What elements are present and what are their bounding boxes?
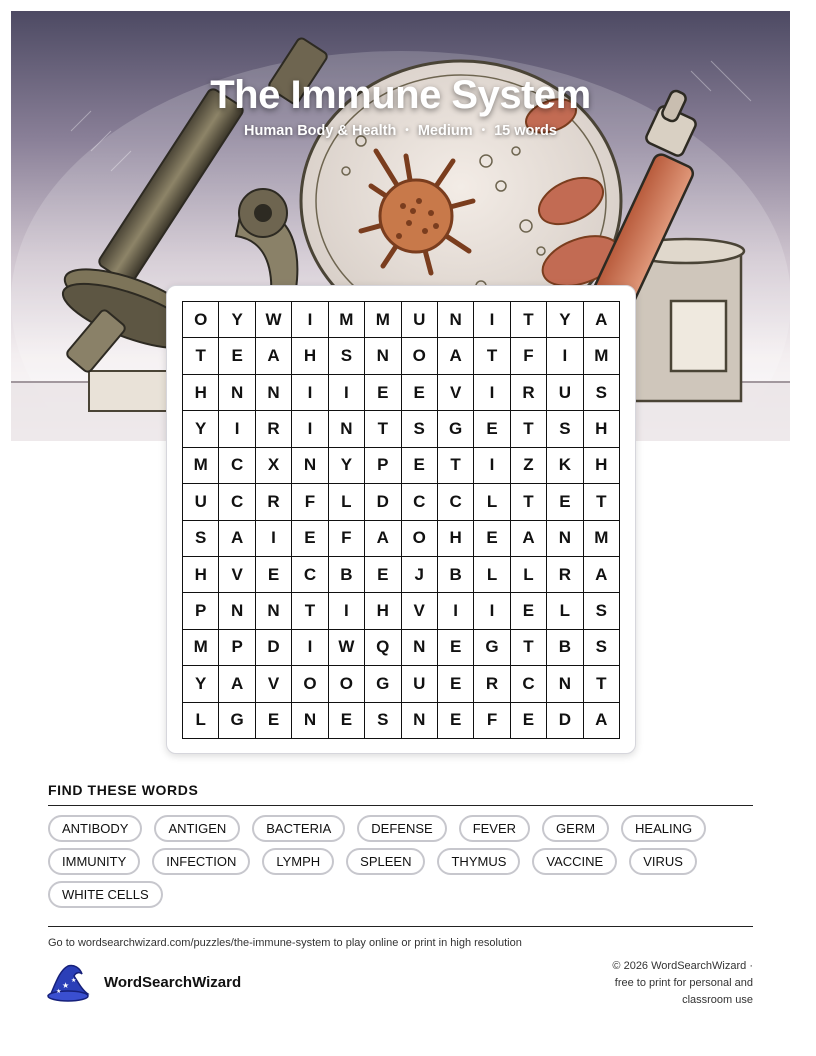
grid-cell[interactable]: I [292,411,328,447]
wizard-hat-icon [46,962,92,1002]
word-pill: WHITE CELLS [48,881,163,908]
grid-cell[interactable]: O [183,302,219,338]
grid-cell[interactable]: Y [219,302,255,338]
grid-cell[interactable]: G [365,666,401,702]
grid-cell[interactable]: N [402,703,438,739]
grid-cell[interactable]: S [329,338,365,374]
grid-cell[interactable]: N [292,448,328,484]
grid-cell[interactable]: E [256,703,292,739]
play-online-link[interactable]: Go to wordsearchwizard.com/puzzles/the-immune-system to play online or print in high resolution [48,937,522,949]
grid-cell[interactable]: N [402,630,438,666]
grid-cell[interactable]: V [402,593,438,629]
grid-cell[interactable]: E [474,521,510,557]
grid-cell[interactable]: U [547,375,583,411]
brand [46,962,241,1002]
grid-cell[interactable]: R [547,557,583,593]
grid-cell[interactable]: C [438,484,474,520]
grid-cell[interactable]: O [402,338,438,374]
word-pill: HEALING [621,815,706,842]
puzzle-meta [11,123,790,139]
grid-cell[interactable]: F [329,521,365,557]
grid-cell[interactable]: E [438,703,474,739]
grid-cell[interactable]: W [256,302,292,338]
grid-cell[interactable]: N [547,521,583,557]
grid-cell[interactable]: E [438,666,474,702]
grid-cell[interactable]: L [183,703,219,739]
grid-cell[interactable]: I [292,302,328,338]
grid-cell[interactable]: H [183,375,219,411]
grid-cell[interactable]: A [438,338,474,374]
grid-cell[interactable]: T [438,448,474,484]
word-pill: SPLEEN [346,848,425,875]
grid-cell[interactable]: L [329,484,365,520]
grid-cell[interactable]: Y [183,666,219,702]
word-pill: FEVER [459,815,530,842]
grid-cell[interactable]: L [474,557,510,593]
grid-cell[interactable]: O [292,666,328,702]
grid-cell[interactable]: V [256,666,292,702]
puzzle-card [166,285,636,754]
grid-cell[interactable]: N [256,593,292,629]
grid-cell[interactable]: I [256,521,292,557]
word-list [48,815,753,908]
grid-cell[interactable]: I [474,375,510,411]
grid-cell[interactable]: T [584,484,620,520]
grid-cell[interactable]: A [365,521,401,557]
grid-cell[interactable]: M [183,448,219,484]
grid-cell[interactable]: E [402,448,438,484]
grid-cell[interactable]: P [219,630,255,666]
grid-cell[interactable]: H [584,411,620,447]
grid-cell[interactable]: T [183,338,219,374]
grid-cell[interactable]: M [365,302,401,338]
brand-name: WordSearchWizard [104,973,242,991]
word-pill: INFECTION [152,848,250,875]
grid-cell[interactable]: V [438,375,474,411]
grid-cell[interactable]: T [365,411,401,447]
grid-cell[interactable]: F [292,484,328,520]
grid-cell[interactable]: J [402,557,438,593]
grid-cell[interactable]: I [474,302,510,338]
grid-cell[interactable]: N [219,375,255,411]
grid-cell[interactable]: S [183,521,219,557]
grid-cell[interactable]: S [547,411,583,447]
grid-cell[interactable]: Y [547,302,583,338]
word-pill: BACTERIA [252,815,345,842]
grid-cell[interactable]: Y [183,411,219,447]
grid-cell[interactable]: I [438,593,474,629]
grid-cell[interactable]: B [547,630,583,666]
grid-cell[interactable]: E [402,375,438,411]
grid-cell[interactable]: R [256,484,292,520]
grid-cell[interactable]: M [584,338,620,374]
grid-cell[interactable]: A [511,521,547,557]
grid-cell[interactable]: U [402,666,438,702]
grid-cell[interactable]: B [329,557,365,593]
word-pill: VACCINE [532,848,617,875]
grid-cell[interactable]: T [584,666,620,702]
grid-cell[interactable]: E [547,484,583,520]
grid-cell[interactable]: B [438,557,474,593]
grid-cell[interactable]: E [511,703,547,739]
word-pill: THYMUS [437,848,520,875]
grid-cell[interactable]: N [292,703,328,739]
grid-cell[interactable]: S [584,593,620,629]
word-pill: ANTIBODY [48,815,142,842]
grid-cell[interactable]: R [256,411,292,447]
grid-cell[interactable]: I [329,375,365,411]
svg-text:★: ★ [62,981,70,990]
grid-cell[interactable]: T [511,484,547,520]
grid-cell[interactable]: S [365,703,401,739]
grid-cell[interactable]: C [511,666,547,702]
grid-cell[interactable]: N [547,666,583,702]
word-pill: ANTIGEN [154,815,240,842]
grid-cell[interactable]: I [292,630,328,666]
grid-cell[interactable]: D [547,703,583,739]
grid-cell[interactable]: E [474,411,510,447]
grid-cell[interactable]: E [219,338,255,374]
copyright-line: free to print for personal and [614,977,753,989]
copyright-line: classroom use [682,994,753,1006]
grid-cell[interactable]: E [292,521,328,557]
grid-cell[interactable]: H [438,521,474,557]
grid-cell[interactable]: A [584,703,620,739]
grid-cell[interactable]: P [183,593,219,629]
grid-cell[interactable]: R [474,666,510,702]
grid-cell[interactable]: A [219,521,255,557]
grid-cell[interactable]: A [219,666,255,702]
word-pill: IMMUNITY [48,848,140,875]
puzzle-title: The Immune System [210,73,591,117]
grid-cell[interactable]: I [329,593,365,629]
grid-cell[interactable]: E [438,630,474,666]
grid-cell[interactable]: F [474,703,510,739]
grid-cell[interactable]: Z [511,448,547,484]
svg-text:★: ★ [71,977,77,984]
grid-cell[interactable]: P [365,448,401,484]
grid-cell[interactable]: M [183,630,219,666]
grid-cell[interactable]: N [365,338,401,374]
grid-cell[interactable]: S [584,375,620,411]
word-pill: GERM [542,815,609,842]
divider [48,926,753,927]
letter-grid[interactable] [182,301,620,739]
grid-cell[interactable]: A [584,302,620,338]
grid-cell[interactable]: L [511,557,547,593]
grid-cell[interactable]: E [365,557,401,593]
grid-cell[interactable]: T [511,411,547,447]
meta-separator: • [481,125,486,136]
grid-cell[interactable]: A [256,338,292,374]
copyright-notice [553,958,753,1009]
grid-cell[interactable]: O [329,666,365,702]
word-count-label: 15 words [494,123,557,139]
grid-cell[interactable]: E [329,703,365,739]
grid-cell[interactable]: N [219,593,255,629]
grid-cell[interactable]: N [438,302,474,338]
meta-separator: • [405,125,409,136]
grid-cell[interactable]: U [402,302,438,338]
grid-cell[interactable]: Y [329,448,365,484]
grid-cell[interactable]: I [292,375,328,411]
word-pill: DEFENSE [357,815,446,842]
grid-cell[interactable]: T [474,338,510,374]
grid-cell[interactable]: O [402,521,438,557]
grid-cell[interactable]: I [219,411,255,447]
divider [48,805,753,806]
grid-cell[interactable]: E [511,593,547,629]
grid-cell[interactable]: C [292,557,328,593]
category-label: Human Body & Health [244,123,397,139]
grid-cell[interactable]: F [511,338,547,374]
grid-cell[interactable]: H [183,557,219,593]
grid-cell[interactable]: D [256,630,292,666]
grid-cell[interactable]: I [474,593,510,629]
grid-cell[interactable]: I [547,338,583,374]
grid-cell[interactable]: L [474,484,510,520]
grid-cell[interactable]: I [474,448,510,484]
grid-cell[interactable]: G [474,630,510,666]
grid-cell[interactable]: N [256,375,292,411]
grid-cell[interactable]: C [219,448,255,484]
grid-cell[interactable]: S [402,411,438,447]
grid-cell[interactable]: D [365,484,401,520]
grid-cell[interactable]: H [584,448,620,484]
grid-cell[interactable]: H [292,338,328,374]
grid-cell[interactable]: G [438,411,474,447]
grid-cell[interactable]: R [511,375,547,411]
difficulty-label: Medium [417,123,473,139]
copyright-line: © 2026 WordSearchWizard · [612,960,753,972]
grid-cell[interactable]: X [256,448,292,484]
grid-cell[interactable]: C [402,484,438,520]
word-list-heading: FIND THESE WORDS [48,782,199,798]
grid-cell[interactable]: S [584,630,620,666]
grid-cell[interactable]: G [219,703,255,739]
grid-cell[interactable]: K [547,448,583,484]
grid-cell[interactable]: U [183,484,219,520]
grid-cell[interactable]: A [584,557,620,593]
grid-cell[interactable]: H [365,593,401,629]
word-pill: VIRUS [629,848,697,875]
grid-cell[interactable]: L [547,593,583,629]
grid-cell[interactable]: M [584,521,620,557]
grid-cell[interactable]: E [256,557,292,593]
grid-cell[interactable]: M [329,302,365,338]
grid-cell[interactable]: C [219,484,255,520]
grid-cell[interactable]: W [329,630,365,666]
word-pill: LYMPH [262,848,334,875]
grid-cell[interactable]: T [511,302,547,338]
grid-cell[interactable]: T [511,630,547,666]
grid-cell[interactable]: V [219,557,255,593]
svg-text:★: ★ [56,988,62,995]
grid-cell[interactable]: Q [365,630,401,666]
grid-cell[interactable]: T [292,593,328,629]
grid-cell[interactable]: N [329,411,365,447]
grid-cell[interactable]: E [365,375,401,411]
